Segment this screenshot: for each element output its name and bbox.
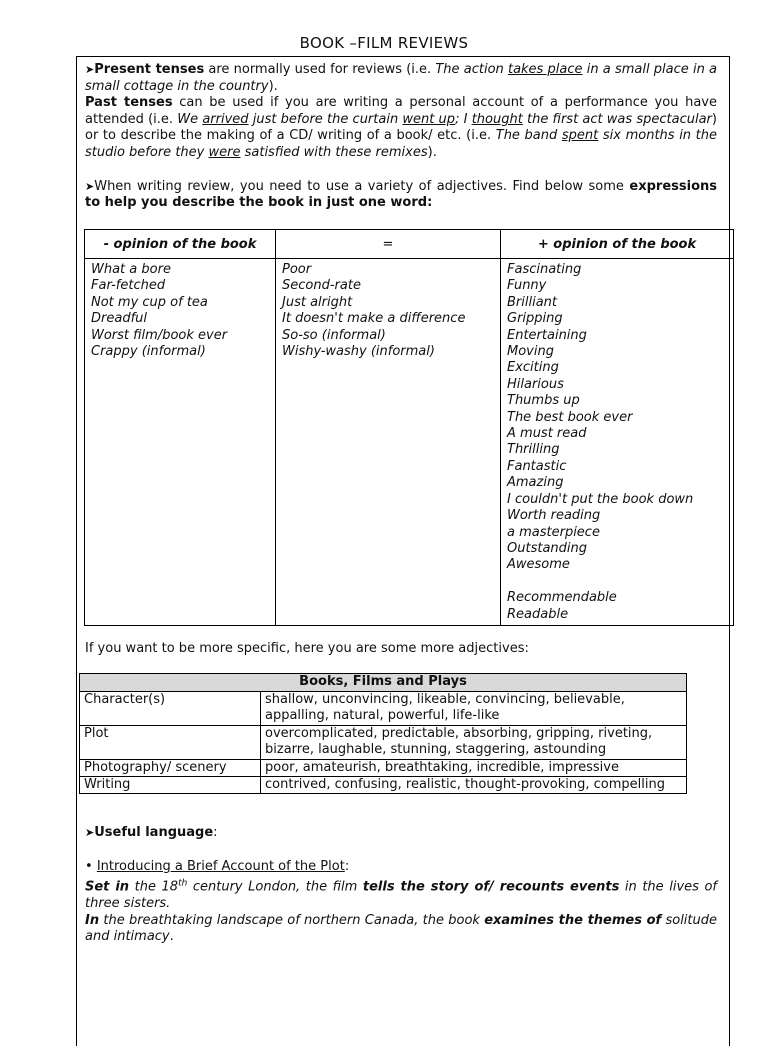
positive-list bbox=[501, 259, 733, 625]
positive-header: + opinion of the book bbox=[501, 230, 734, 259]
bfp-label: Writing bbox=[80, 777, 261, 794]
example: just before the curtain bbox=[248, 111, 403, 127]
list-item: Entertaining bbox=[507, 327, 587, 343]
page-title: BOOK –FILM REVIEWS bbox=[299, 34, 469, 52]
table-row bbox=[80, 777, 687, 794]
negative-column bbox=[85, 259, 276, 626]
useful-heading bbox=[85, 825, 717, 842]
list-item: Recommendable bbox=[507, 590, 617, 606]
negative-header: - opinion of the book bbox=[85, 230, 276, 259]
example: the 18 bbox=[129, 879, 179, 895]
list-item: a masterpiece bbox=[507, 524, 600, 540]
positive-column bbox=[501, 259, 734, 626]
table-row bbox=[80, 759, 687, 776]
example-sentence-2 bbox=[85, 913, 717, 946]
bfp-value: shallow, unconvincing, likeable, convincing, believable, appalling, natural, powerful, life-like bbox=[261, 692, 687, 726]
text: ). bbox=[427, 144, 437, 160]
list-item: Exciting bbox=[507, 360, 559, 376]
list-item: What a bore bbox=[91, 262, 171, 277]
text: : bbox=[213, 825, 218, 840]
example: six months in the studio before they bbox=[85, 128, 718, 160]
example-verb: went up bbox=[402, 111, 456, 127]
list-item: Outstanding bbox=[507, 540, 587, 556]
key-phrase: Set in bbox=[85, 879, 130, 895]
list-item: Crappy (informal) bbox=[91, 344, 206, 360]
intro-section bbox=[85, 62, 717, 212]
spacer bbox=[85, 162, 717, 179]
key-phrase: In bbox=[85, 912, 100, 928]
plot-subheading bbox=[85, 859, 717, 876]
list-item: It doesn't make a difference bbox=[282, 311, 466, 327]
list-item: So-so (informal) bbox=[282, 327, 386, 343]
books-films-plays-table bbox=[79, 673, 687, 794]
list-item: Hilarious bbox=[507, 376, 564, 392]
example: We bbox=[177, 111, 203, 127]
spacer bbox=[85, 842, 717, 859]
example: the breathtaking landscape of northern Canada, the book bbox=[99, 912, 485, 928]
bfp-header: Books, Films and Plays bbox=[80, 674, 687, 692]
example: The band bbox=[495, 128, 562, 144]
list-item: Wishy-washy (informal) bbox=[282, 344, 435, 360]
list-item: Awesome bbox=[507, 557, 570, 573]
past-tenses-paragraph bbox=[85, 95, 717, 161]
list-item: Readable bbox=[507, 606, 569, 622]
list-item: Thrilling bbox=[507, 442, 560, 458]
arrow-bullet-icon: ➤ bbox=[85, 63, 95, 76]
bfp-value: overcomplicated, predictable, absorbing, gripping, riveting, bizarre, laughable, stunning, staggering, astounding bbox=[261, 725, 687, 759]
negative-list bbox=[85, 259, 275, 362]
key-phrase: examines the themes of bbox=[484, 912, 662, 928]
bullet-icon: • bbox=[85, 858, 97, 874]
opinion-body-row bbox=[85, 259, 734, 626]
bfp-label: Character(s) bbox=[80, 692, 261, 726]
list-item: Dreadful bbox=[91, 311, 147, 327]
list-item: A must read bbox=[507, 426, 587, 442]
example-verb: takes place bbox=[507, 62, 583, 77]
list-item: Poor bbox=[282, 262, 312, 277]
bfp-label: Photography/ scenery bbox=[80, 759, 261, 776]
table-row bbox=[80, 692, 687, 726]
bfp-value: contrived, confusing, realistic, thought-provoking, compelling bbox=[261, 777, 687, 794]
list-item bbox=[507, 574, 733, 590]
subheading-text: Introducing a Brief Account of the Plot bbox=[96, 858, 345, 874]
list-item: I couldn't put the book down bbox=[507, 491, 694, 507]
example: century London, the film bbox=[187, 879, 363, 895]
list-item: Brilliant bbox=[507, 294, 558, 310]
list-item: Funny bbox=[507, 278, 547, 294]
example: satisfied with these remixes bbox=[240, 144, 428, 160]
arrow-bullet-icon: ➤ bbox=[85, 179, 95, 193]
superscript: th bbox=[178, 878, 188, 889]
example: solitude and intimacy bbox=[85, 912, 718, 945]
example: The action bbox=[435, 62, 508, 77]
list-item: Moving bbox=[507, 344, 554, 360]
example: ; I bbox=[455, 111, 472, 127]
bfp-label: Plot bbox=[80, 725, 261, 759]
example: the first act was spectacular bbox=[522, 111, 712, 127]
list-item: Not my cup of tea bbox=[91, 294, 208, 310]
opinion-table bbox=[84, 229, 734, 626]
bold-text: expressions to help you describe the book in just one word: bbox=[85, 178, 717, 211]
bfp-header-row bbox=[80, 674, 687, 692]
example: in the lives of three sisters. bbox=[85, 879, 717, 912]
text: : bbox=[344, 858, 350, 874]
example-verb: thought bbox=[471, 111, 523, 127]
list-item: Fantastic bbox=[507, 458, 567, 474]
present-tenses-term: Present tenses bbox=[94, 62, 205, 77]
list-item: Just alright bbox=[282, 294, 353, 310]
specific-text: If you want to be more specific, here you are some more adjectives: bbox=[85, 641, 529, 656]
example-verb: spent bbox=[561, 128, 599, 144]
opinion-header-row bbox=[85, 230, 734, 259]
heading-text: Useful language bbox=[94, 825, 214, 840]
bfp-value: poor, amateurish, breathtaking, incredible, impressive bbox=[261, 759, 687, 776]
key-phrase: tells the story of/ recounts events bbox=[362, 879, 620, 895]
text: When writing review, you need to use a variety of adjectives. Find below some bbox=[94, 178, 630, 194]
list-item: Worth reading bbox=[507, 508, 601, 524]
list-item: Amazing bbox=[507, 475, 564, 491]
text: can be used if you are writing a personal account of a performance you have attended (i.e. bbox=[85, 95, 717, 127]
past-tenses-term: Past tenses bbox=[85, 95, 173, 111]
list-item: Far-fetched bbox=[91, 278, 166, 294]
list-item: Thumbs up bbox=[507, 393, 580, 409]
example-sentence-1 bbox=[85, 875, 717, 913]
present-tenses-paragraph bbox=[85, 62, 717, 95]
text: are normally used for reviews (i.e. bbox=[204, 62, 436, 77]
example-verb: arrived bbox=[202, 111, 249, 127]
useful-language-section bbox=[85, 825, 717, 946]
neutral-header: = bbox=[276, 230, 501, 259]
example: in a small place in a small cottage in the country bbox=[85, 62, 717, 94]
list-item: Gripping bbox=[507, 311, 563, 327]
list-item: The best book ever bbox=[507, 409, 633, 425]
arrow-bullet-icon: ➤ bbox=[85, 826, 95, 839]
list-item: Second-rate bbox=[282, 278, 361, 294]
text: . bbox=[169, 929, 174, 945]
example-verb: were bbox=[208, 144, 241, 160]
text: ) or to describe the making of a CD/ writing of a book/ etc. (i.e. bbox=[85, 111, 717, 144]
list-item: Worst film/book ever bbox=[91, 327, 228, 343]
text: ). bbox=[268, 78, 278, 94]
table-row bbox=[80, 725, 687, 759]
list-item: Fascinating bbox=[507, 262, 582, 277]
neutral-column bbox=[276, 259, 501, 626]
adjectives-paragraph bbox=[85, 179, 717, 212]
neutral-list bbox=[276, 259, 500, 362]
